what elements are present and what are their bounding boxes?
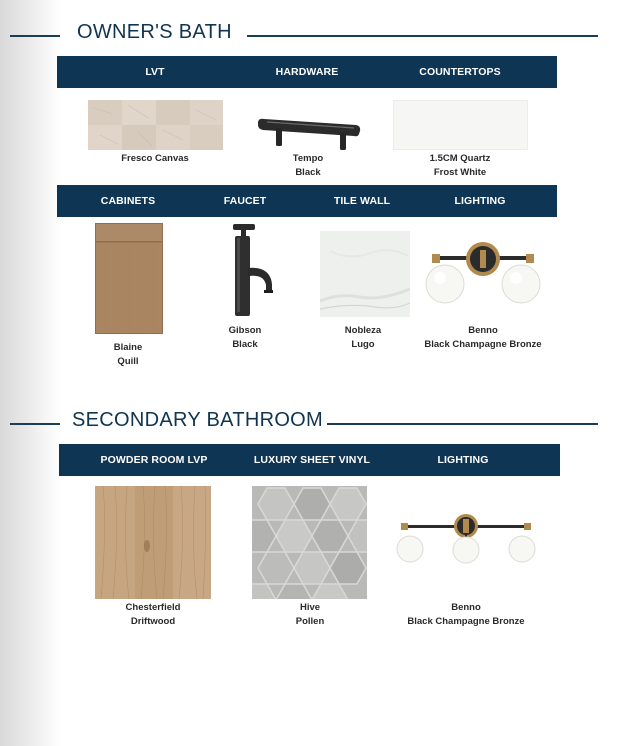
caption-luxury-sheet-vinyl-line2: Pollen [295, 616, 325, 627]
luxury-sheet-vinyl-hive-pollen-swatch [252, 486, 367, 599]
header-faucet: FAUCET [223, 195, 267, 207]
tile-wall-nobleza-lugo-swatch [320, 231, 410, 317]
caption-powder-room-lvp [126, 601, 181, 629]
title-rule-left [10, 35, 60, 37]
caption-lvt-line1: Fresco Canvas [121, 153, 189, 164]
caption-hardware [293, 152, 323, 180]
caption-lighting-secondary-line1: Benno [451, 602, 481, 613]
hardware-tempo-pull-image [255, 112, 365, 154]
caption-hardware-line1: Tempo [292, 153, 324, 164]
header-bar-owners-row1 [57, 56, 557, 88]
countertop-frost-white-swatch [393, 100, 528, 150]
title-rule-right-secondary [327, 423, 598, 425]
caption-faucet-line1: Gibson [228, 325, 262, 336]
caption-tile-wall-line2: Lugo [351, 339, 375, 350]
header-lighting-secondary: LIGHTING [437, 454, 489, 466]
faucet-gibson-black-image [226, 222, 276, 318]
header-powder-room-lvp: POWDER ROOM LVP [100, 454, 208, 466]
caption-lvt [121, 152, 189, 166]
section-title-secondary-bathroom: SECONDARY BATHROOM [72, 409, 323, 431]
header-countertops: COUNTERTOPS [419, 66, 501, 78]
header-tile-wall: TILE WALL [333, 195, 391, 207]
caption-powder-room-lvp-line2: Driftwood [130, 616, 176, 627]
caption-hardware-line2: Black [295, 167, 321, 178]
caption-powder-room-lvp-line1: Chesterfield [125, 602, 181, 613]
page-left-shadow [0, 0, 62, 746]
caption-countertops [430, 152, 491, 180]
title-rule-right [247, 35, 598, 37]
caption-countertops-line1: 1.5CM Quartz [429, 153, 491, 164]
caption-tile-wall-line1: Nobleza [344, 325, 382, 336]
header-bar-owners-row2 [57, 185, 557, 217]
powder-room-lvp-chesterfield-swatch [95, 486, 211, 599]
header-lighting: LIGHTING [454, 195, 506, 207]
header-lvt: LVT [145, 66, 165, 78]
caption-faucet [229, 324, 262, 352]
caption-lighting [424, 324, 541, 352]
header-cabinets: CABINETS [100, 195, 156, 207]
caption-cabinets-line1: Blaine [113, 342, 143, 353]
caption-cabinets [114, 341, 143, 369]
header-luxury-sheet-vinyl: LUXURY SHEET VINYL [253, 454, 371, 466]
section-title-owners-bath: OWNER'S BATH [77, 21, 232, 43]
caption-cabinets-line2: Quill [117, 356, 139, 367]
title-rule-left-secondary [10, 423, 60, 425]
header-hardware: HARDWARE [275, 66, 339, 78]
lighting-benno-2-light-fixture [422, 236, 544, 308]
caption-tile-wall [345, 324, 381, 352]
caption-lighting-line2: Black Champagne Bronze [424, 339, 542, 350]
caption-lighting-line1: Benno [468, 325, 498, 336]
caption-faucet-line2: Black [232, 339, 258, 350]
caption-lighting-secondary-line2: Black Champagne Bronze [407, 616, 525, 627]
header-bar-secondary [59, 444, 560, 476]
cabinet-blaine-quill-door [95, 223, 163, 334]
lighting-benno-3-light-fixture [395, 513, 537, 565]
caption-countertops-line2: Frost White [433, 167, 487, 178]
lvt-fresco-canvas-swatch [88, 100, 223, 150]
caption-lighting-secondary [407, 601, 524, 629]
caption-luxury-sheet-vinyl-line1: Hive [299, 602, 321, 613]
caption-luxury-sheet-vinyl [296, 601, 325, 629]
